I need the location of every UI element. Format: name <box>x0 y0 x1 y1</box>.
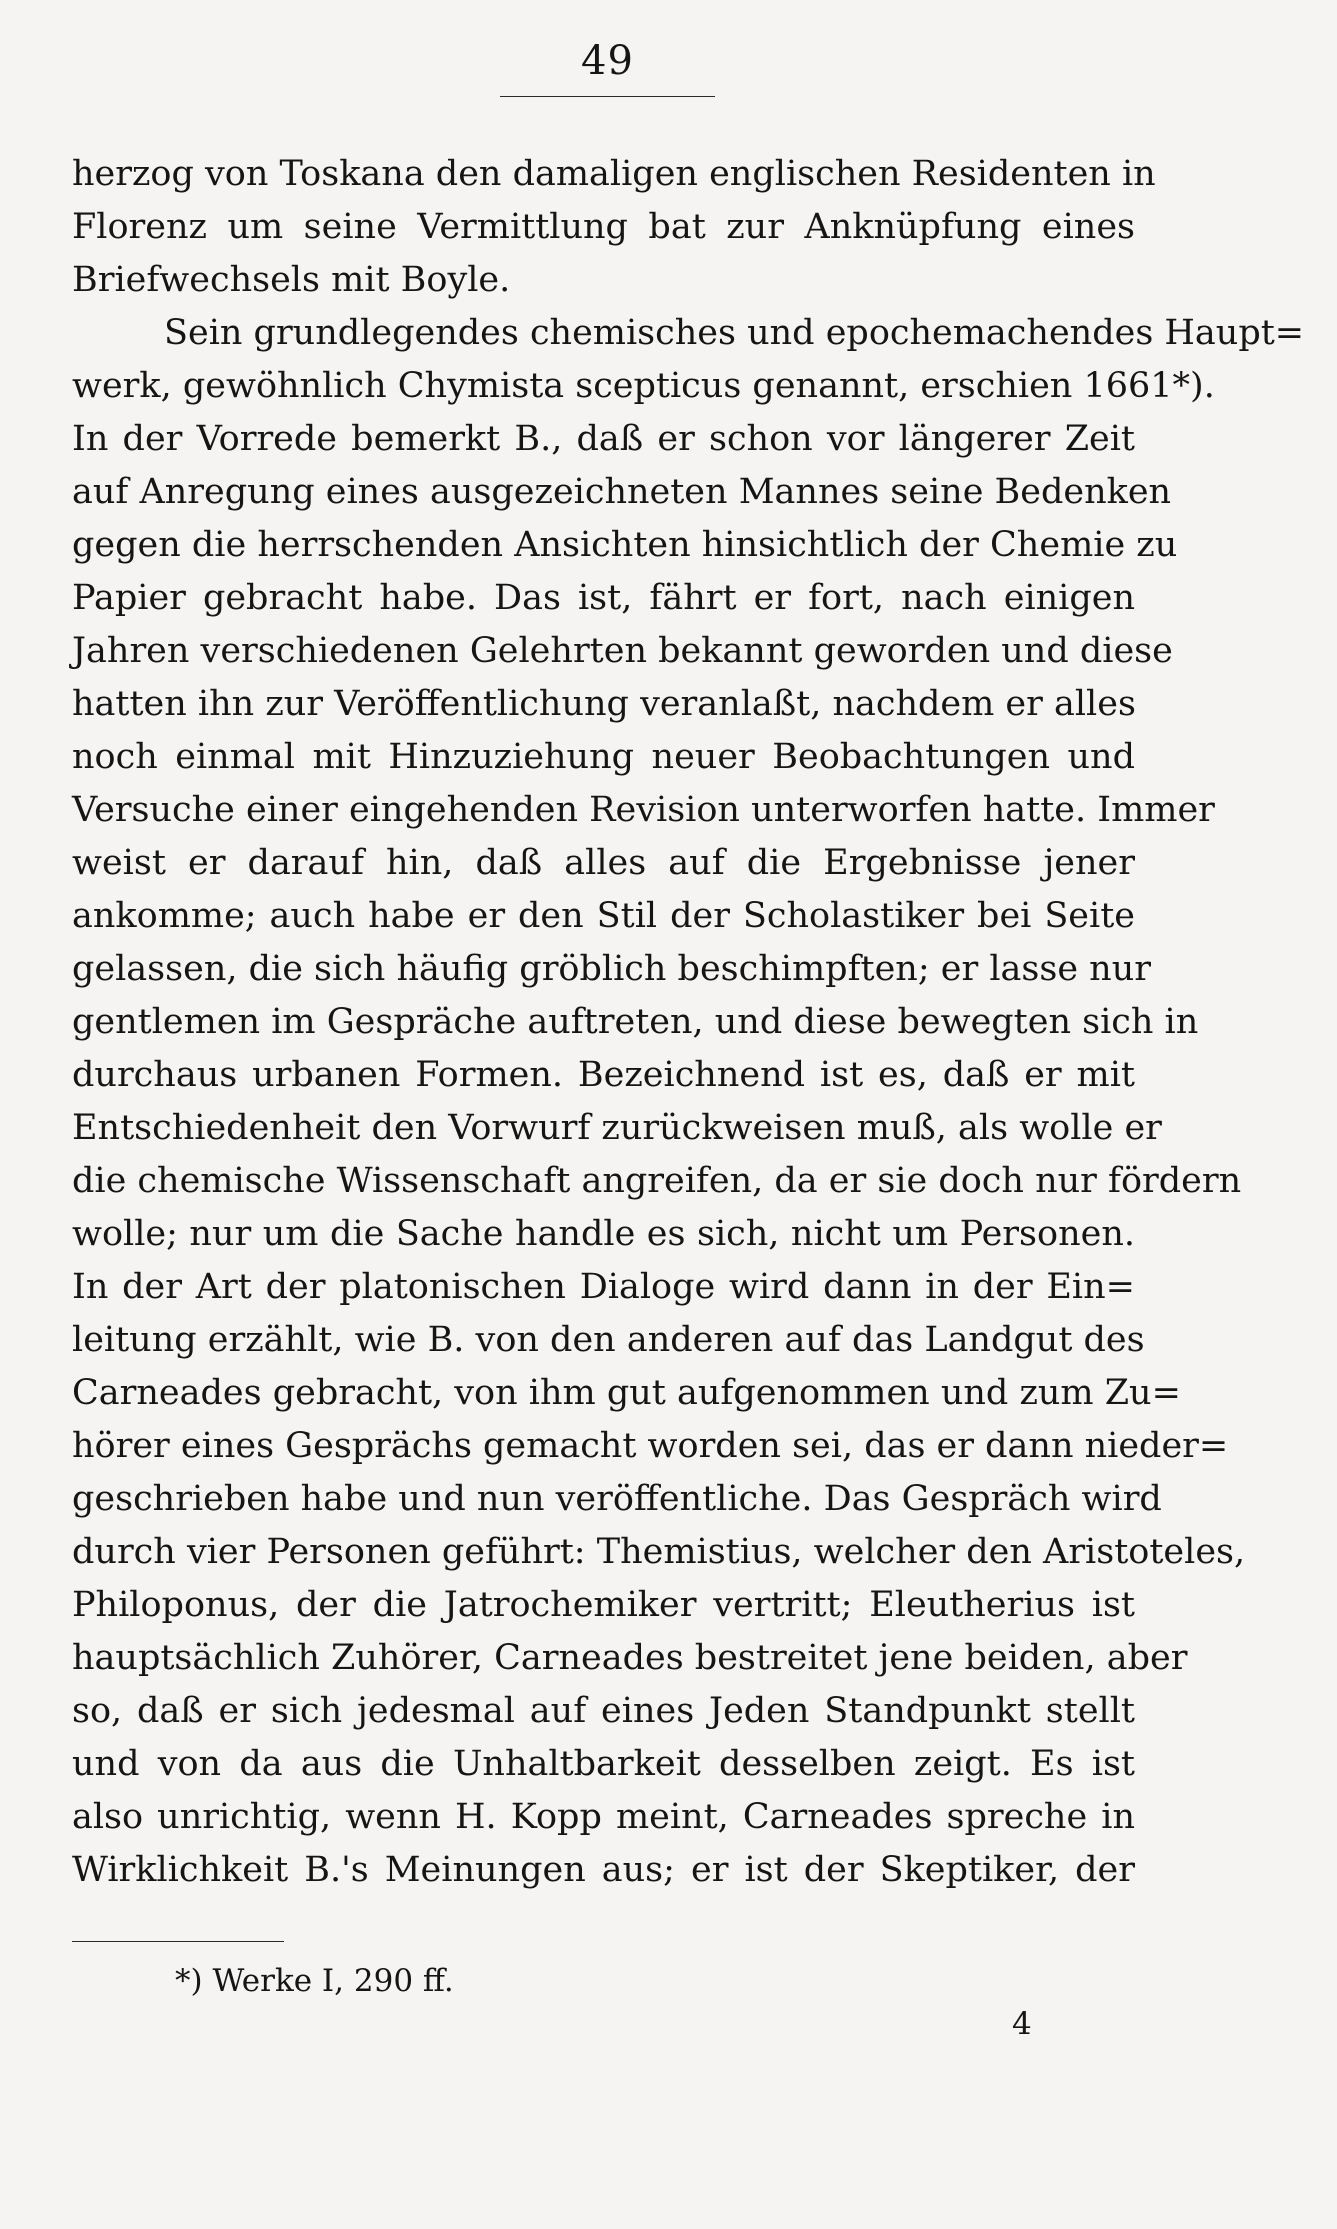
text-line: ankomme; auch habe er den Stil der Scholastiker bei Seite <box>72 896 1135 936</box>
text-line: geschrieben habe und nun veröffentliche. Das Gespräch wird <box>72 1479 1162 1519</box>
text-line: leitung erzählt, wie B. von den anderen auf das Landgut des <box>72 1320 1145 1360</box>
text-line: Briefwechsels mit Boyle. <box>72 260 511 300</box>
text-line: Florenz um seine Vermittlung bat zur Anknüpfung eines <box>72 207 1135 247</box>
text-line: die chemische Wissenschaft angreifen, da er sie doch nur fördern <box>72 1161 1242 1201</box>
footnote: *) Werke I, 290 ff. <box>175 1963 454 1999</box>
page-number: 49 <box>581 38 634 84</box>
text-line: hörer eines Gesprächs gemacht worden sei, das er dann nieder= <box>72 1426 1229 1466</box>
text-line: hatten ihn zur Veröffentlichung veranlaßt, nachdem er alles <box>72 684 1136 724</box>
text-line: weist er darauf hin, daß alles auf die Ergebnisse jener <box>72 843 1135 883</box>
text-line: Carneades gebracht, von ihm gut aufgenommen und zum Zu= <box>72 1373 1181 1413</box>
text-line: durch vier Personen geführt: Themistius, welcher den Aristoteles, <box>72 1532 1246 1572</box>
text-line: durchaus urbanen Formen. Bezeichnend ist es, daß er mit <box>72 1055 1135 1095</box>
text-line: Entschiedenheit den Vorwurf zurückweisen muß, als wolle er <box>72 1108 1162 1148</box>
text-line: Sein grundlegendes chemisches und epochemachendes Haupt= <box>164 313 1305 353</box>
footnote-rule <box>72 1941 284 1942</box>
text-line: gentlemen im Gespräche auftreten, und diese bewegten sich in <box>72 1002 1199 1042</box>
text-line: Philoponus, der die Jatrochemiker vertritt; Eleutherius ist <box>72 1585 1135 1625</box>
text-line: also unrichtig, wenn H. Kopp meint, Carneades spreche in <box>72 1797 1135 1837</box>
text-line: Versuche einer eingehenden Revision unterworfen hatte. Immer <box>72 790 1215 830</box>
text-line: so, daß er sich jedesmal auf eines Jeden Standpunkt stellt <box>72 1691 1135 1731</box>
text-line: auf Anregung eines ausgezeichneten Mannes seine Bedenken <box>72 472 1172 512</box>
text-line: und von da aus die Unhaltbarkeit desselben zeigt. Es ist <box>72 1744 1135 1784</box>
text-line: herzog von Toskana den damaligen englischen Residenten in <box>72 154 1156 194</box>
text-line: Wirklichkeit B.'s Meinungen aus; er ist der Skeptiker, der <box>72 1850 1135 1890</box>
signature-mark: 4 <box>1012 2006 1032 2042</box>
text-line: gelassen, die sich häufig gröblich beschimpften; er lasse nur <box>72 949 1151 989</box>
text-line: werk, gewöhnlich Chymista scepticus genannt, erschien 1661*). <box>72 366 1215 406</box>
text-line: noch einmal mit Hinzuziehung neuer Beobachtungen und <box>72 737 1135 777</box>
text-line: wolle; nur um die Sache handle es sich, nicht um Personen. <box>72 1214 1135 1254</box>
header-rule <box>500 96 715 97</box>
text-line: Papier gebracht habe. Das ist, fährt er fort, nach einigen <box>72 578 1135 618</box>
text-line: In der Art der platonischen Dialoge wird dann in der Ein= <box>72 1267 1135 1307</box>
text-line: hauptsächlich Zuhörer, Carneades bestreitet jene beiden, aber <box>72 1638 1188 1678</box>
text-line: gegen die herrschenden Ansichten hinsichtlich der Chemie zu <box>72 525 1178 565</box>
text-line: Jahren verschiedenen Gelehrten bekannt geworden und diese <box>72 631 1173 671</box>
body-text <box>72 148 1305 1897</box>
text-line: In der Vorrede bemerkt B., daß er schon vor längerer Zeit <box>72 419 1135 459</box>
